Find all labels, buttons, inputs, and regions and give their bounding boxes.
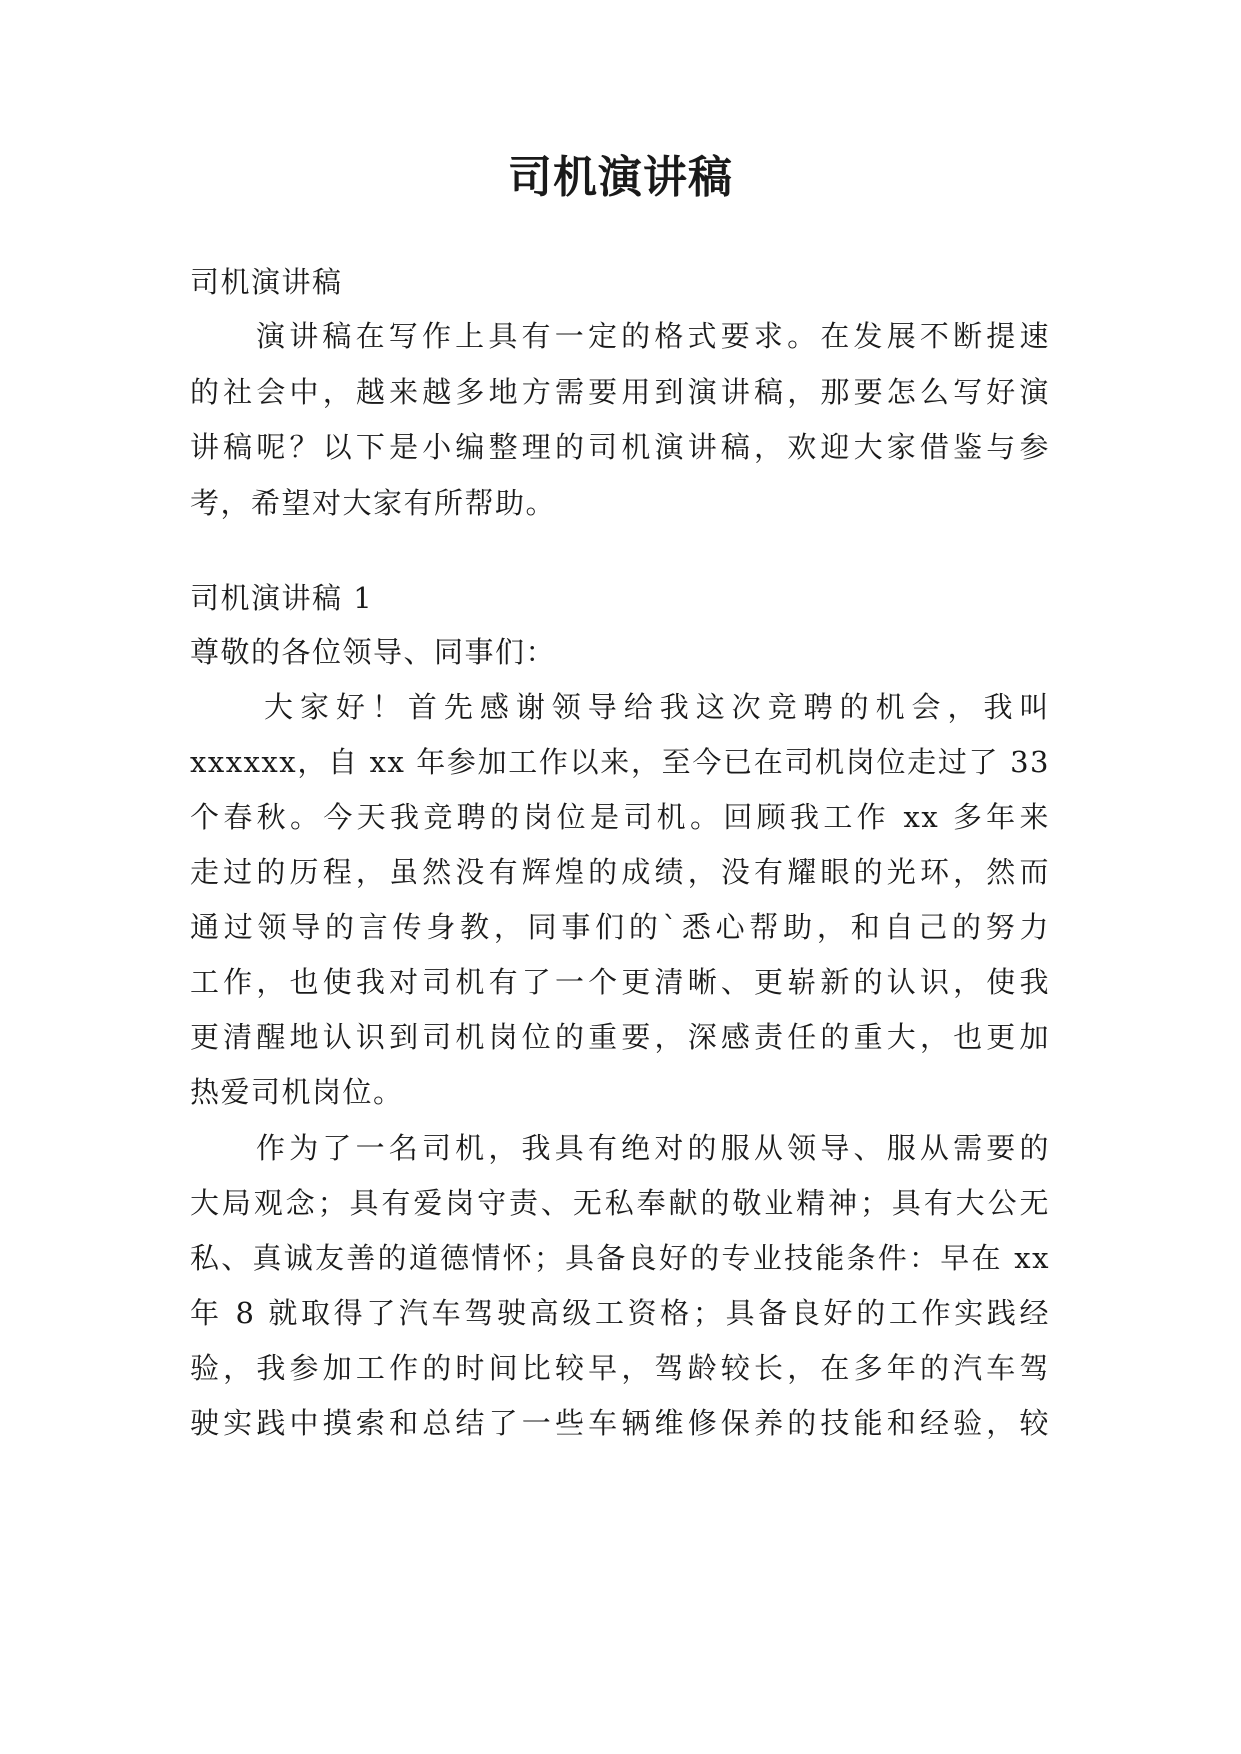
document-title: 司机演讲稿 xyxy=(508,152,733,203)
salutation: 尊敬的各位领导、同事们： xyxy=(190,635,557,669)
intro-line: 讲稿呢？以下是小编整理的司机演讲稿，欢迎大家借鉴与参 xyxy=(190,430,1050,464)
paragraph-line: 热爱司机岗位。 xyxy=(190,1075,404,1109)
document-subtitle: 司机演讲稿 xyxy=(190,265,343,299)
paragraph-line: xxxxxx，自 xx 年参加工作以来，至今已在司机岗位走过了 33 xyxy=(190,745,1050,779)
intro-line: 演讲稿在写作上具有一定的格式要求。在发展不断提速 xyxy=(256,319,1050,353)
paragraph-line: 验，我参加工作的时间比较早，驾龄较长，在多年的汽车驾 xyxy=(190,1351,1050,1385)
paragraph-line: 大局观念；具有爱岗守责、无私奉献的敬业精神；具有大公无 xyxy=(190,1186,1050,1220)
intro-line: 的社会中，越来越多地方需要用到演讲稿，那要怎么写好演 xyxy=(190,375,1050,409)
paragraph-line: 通过领导的言传身教，同事们的`悉心帮助，和自己的努力 xyxy=(190,910,1050,944)
paragraph-line: 年 8 就取得了汽车驾驶高级工资格；具备良好的工作实践经 xyxy=(190,1296,1050,1330)
section-heading: 司机演讲稿 1 xyxy=(190,581,374,615)
paragraph-line: 走过的历程，虽然没有辉煌的成绩，没有耀眼的光环，然而 xyxy=(190,855,1050,889)
paragraph-line: 工作，也使我对司机有了一个更清晰、更崭新的认识，使我 xyxy=(190,965,1050,999)
paragraph-line: 更清醒地认识到司机岗位的重要，深感责任的重大，也更加 xyxy=(190,1020,1050,1054)
paragraph-line: 驶实践中摸索和总结了一些车辆维修保养的技能和经验，较 xyxy=(190,1406,1050,1440)
paragraph-line: 大家好！首先感谢领导给我这次竞聘的机会，我叫 xyxy=(264,690,1050,724)
paragraph-line: 作为了一名司机，我具有绝对的服从领导、服从需要的 xyxy=(256,1131,1050,1165)
paragraph-line: 私、真诚友善的道德情怀；具备良好的专业技能条件：早在 xx xyxy=(190,1241,1050,1275)
intro-line: 考，希望对大家有所帮助。 xyxy=(190,486,557,520)
paragraph-line: 个春秋。今天我竞聘的岗位是司机。回顾我工作 xx 多年来 xyxy=(190,800,1050,834)
